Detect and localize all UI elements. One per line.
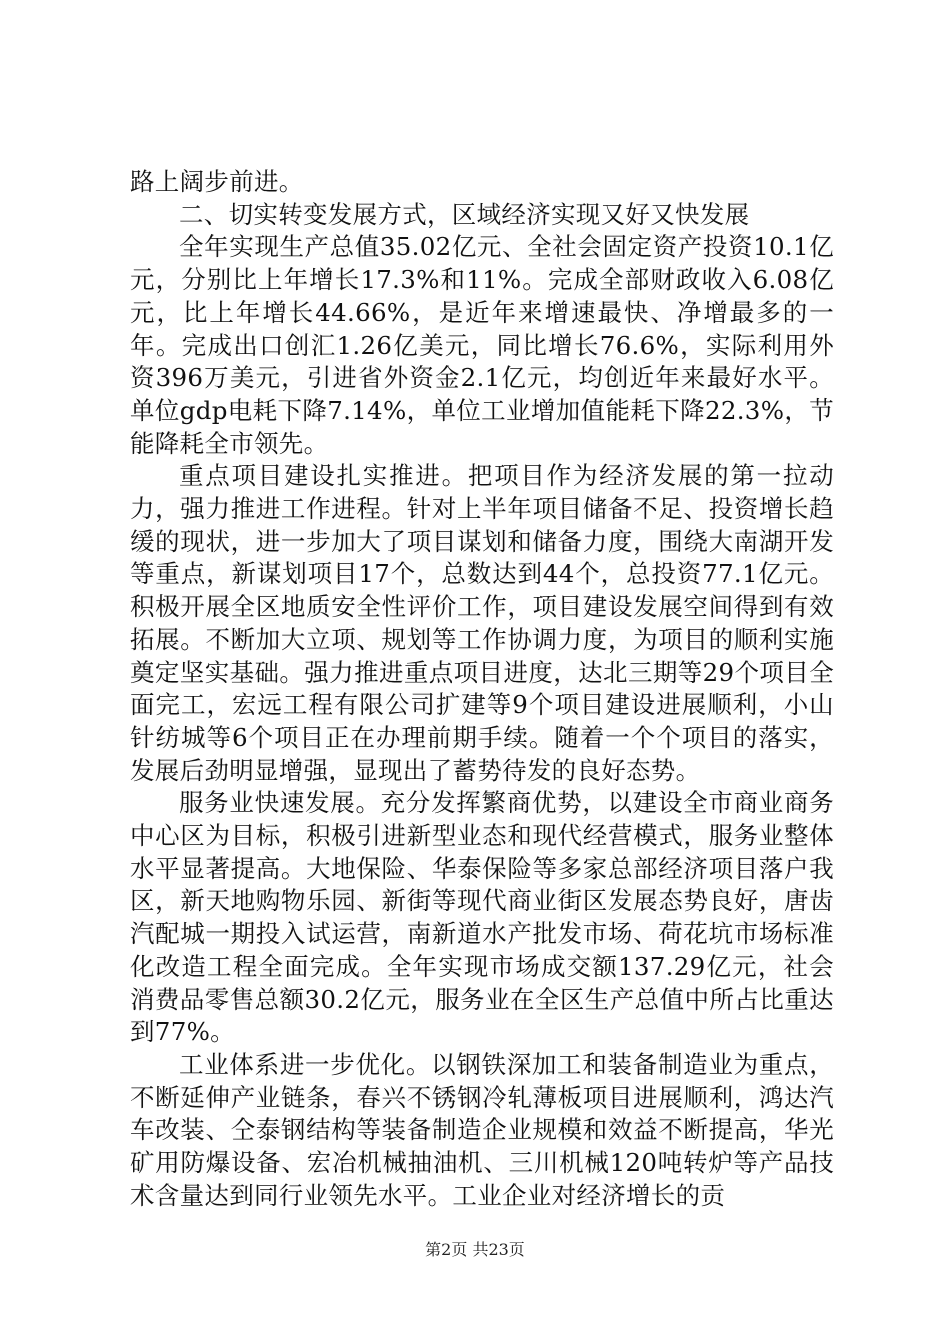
page-number-footer: 第2页 共23页: [425, 1240, 525, 1259]
paragraph-economy-summary: 全年实现生产总值35.02亿元、全社会固定资产投资10.1亿元，分别比上年增长17.3%和11%。完成全部财政收入6.08亿元，比上年增长44.66%，是近年来增速最快、净增最多的一年。完成出口创汇1.26亿美元，同比增长76.6%，实际利用外资396万美元，引进省外资金2.1亿元，均创近年来最好水平。单位gdp电耗下降7.14%，单位工业增加值能耗下降22.3%，节能降耗全市领先。: [130, 232, 834, 458]
paragraph-service-industry: 服务业快速发展。充分发挥繁商优势，以建设全市商业商务中心区为目标，积极引进新型业态和现代经营模式，服务业整体水平显著提高。大地保险、华泰保险等多家总部经济项目落户我区，新天地购物乐园、新街等现代商业街区发展态势良好，唐齿汽配城一期投入试运营，南新道水产批发市场、荷花坑市场标准化改造工程全面完成。全年实现市场成交额137.29亿元，社会消费品零售总额30.2亿元，服务业在全区生产总值中所占比重达到77%。: [130, 788, 834, 1047]
section-heading: 二、切实转变发展方式，区域经济实现又好又快发展: [179, 199, 750, 229]
document-body: [130, 166, 834, 1213]
paragraph-continuation: 路上阔步前进。: [130, 167, 304, 196]
paragraph-key-projects: 重点项目建设扎实推进。把项目作为经济发展的第一拉动力，强力推进工作进程。针对上半年项目储备不足、投资增长趋缓的现状，进一步加大了项目谋划和储备力度，围绕大南湖开发等重点，新谋划项目17个，总数达到44个，总投资77.1亿元。积极开展全区地质安全性评价工作，项目建设发展空间得到有效拓展。不断加大立项、规划等工作协调力度，为项目的顺利实施奠定坚实基础。强力推进重点项目进度，达北三期等29个项目全面完工，宏远工程有限公司扩建等9个项目建设进展顺利，小山针纺城等6个项目正在办理前期手续。随着一个个项目的落实，发展后劲明显增强，显现出了蓄势待发的良好态势。: [130, 461, 834, 785]
paragraph-industrial-system: 工业体系进一步优化。以钢铁深加工和装备制造业为重点，不断延伸产业链条，春兴不锈钢冷轧薄板项目进展顺利，鸿达汽车改装、仝泰钢结构等装备制造企业规模和效益不断提高，华光矿用防爆设备、宏冶机械抽油机、三川机械120吨转炉等产品技术含量达到同行业领先水平。工业企业对经济增长的贡: [130, 1049, 834, 1210]
